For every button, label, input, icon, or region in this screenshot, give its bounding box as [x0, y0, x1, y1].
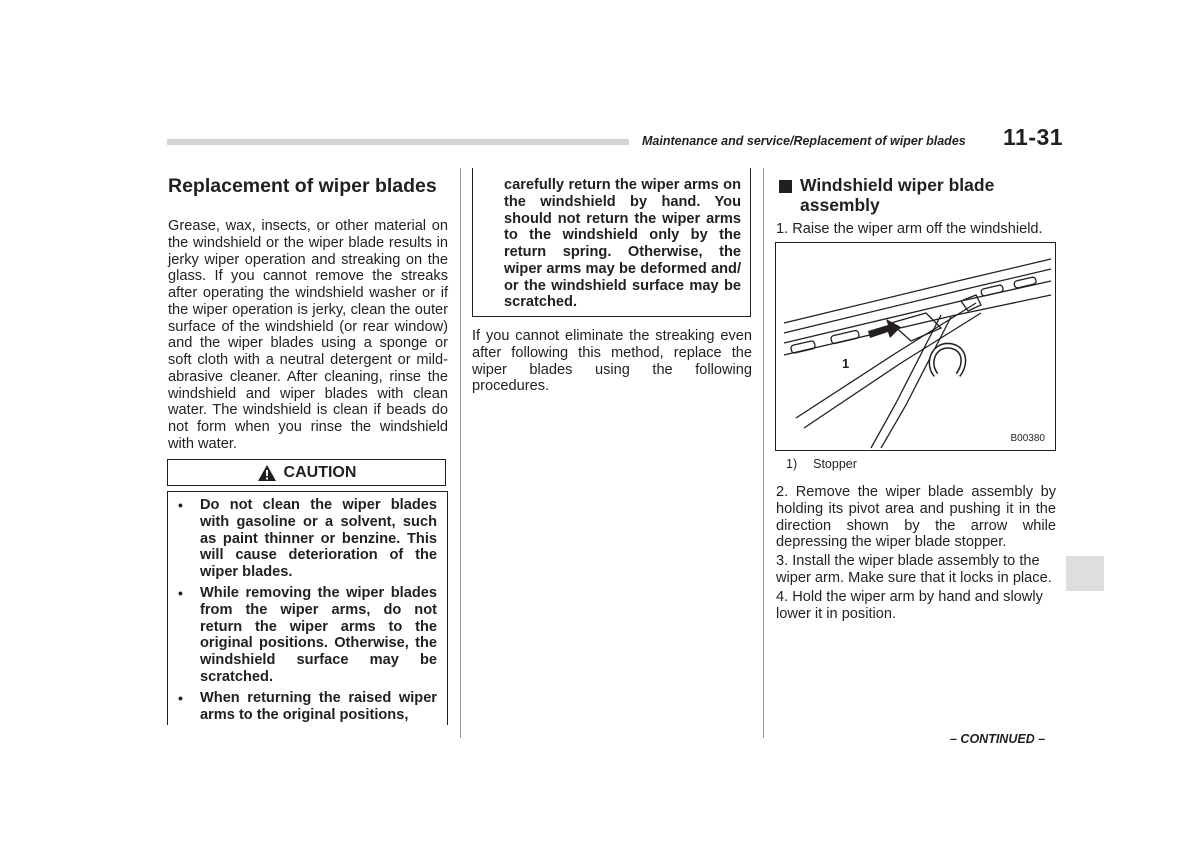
caption-number: 1)	[786, 457, 798, 471]
section-title: Replacement of wiper blades	[168, 175, 437, 197]
figure-code: B00380	[1010, 433, 1045, 444]
step-3: 3. Install the wiper blade assembly to the wiper arm. Make sure that it locks in place.	[776, 553, 1052, 586]
header-bar	[167, 139, 629, 145]
subheading-text: Windshield wiper blade assembly	[800, 175, 995, 215]
figure-caption	[786, 457, 857, 471]
figure-callout: 1	[842, 356, 850, 371]
bullet-dot: •	[178, 690, 183, 706]
subheading	[800, 176, 1055, 215]
caution-label: CAUTION	[283, 463, 357, 481]
column-divider-left	[460, 168, 461, 738]
caution-item-3: When returning the raised wiper arms to the original positions,	[200, 690, 437, 723]
running-title: Maintenance and service/Replacement of wiper blades	[642, 134, 966, 148]
chapter-tab	[1066, 556, 1104, 591]
caution-header	[167, 459, 446, 486]
wiper-illustration	[776, 243, 1055, 450]
intro-paragraph: Grease, wax, insects, or other material on the windshield or the wiper blade results in jerky wiper operation and streaking on the glass. If you cannot remove the streaks after operating the windshield washer or if the wiper operation is jerky, clean the outer surface of the windshield (or rear window) and the wiper blades using a sponge or soft cloth with a neutral detergent or mild-abrasive cleaner. After cleaning, rinse the windshield and wiper blades with clean water. The windshield is clean if beads do not form when you rinse the windshield with water.	[168, 218, 448, 452]
step-1: 1. Raise the wiper arm off the windshield.	[776, 221, 1043, 237]
caution-continued-text: carefully return the wiper arms on the windshield by hand. You should not return the wiper arms to the windshield only by the return spring. Otherwise, the wiper arms may be deformed and/ or the windshield surface may be scratched.	[504, 177, 741, 311]
replace-paragraph: If you cannot eliminate the streaking even after following this method, replace the wiper blades using the following procedures.	[472, 328, 752, 395]
wiper-figure	[775, 242, 1056, 451]
step-4: 4. Hold the wiper arm by hand and slowly lower it in position.	[776, 589, 1043, 622]
step-2: 2. Remove the wiper blade assembly by holding its pivot area and pushing it in the direction shown by the arrow while depressing the wiper blade stopper.	[776, 484, 1056, 551]
column-divider-right	[763, 168, 764, 738]
caption-label: Stopper	[813, 457, 857, 471]
caution-item-2: While removing the wiper blades from the wiper arms, do not return the wiper arms to the original positions. Otherwise, the windshield surface may be scratched.	[200, 585, 437, 685]
warning-icon	[257, 464, 277, 482]
bullet-dot: •	[178, 497, 183, 513]
bullet-dot: •	[178, 585, 183, 601]
page-number: 11-31	[1003, 124, 1064, 150]
caution-item-1: Do not clean the wiper blades with gasoline or a solvent, such as paint thinner or benzine. This will cause deterioration of the wiper blades.	[200, 497, 437, 580]
subheading-bullet-icon	[779, 180, 792, 193]
continued-label: – CONTINUED –	[950, 732, 1046, 746]
